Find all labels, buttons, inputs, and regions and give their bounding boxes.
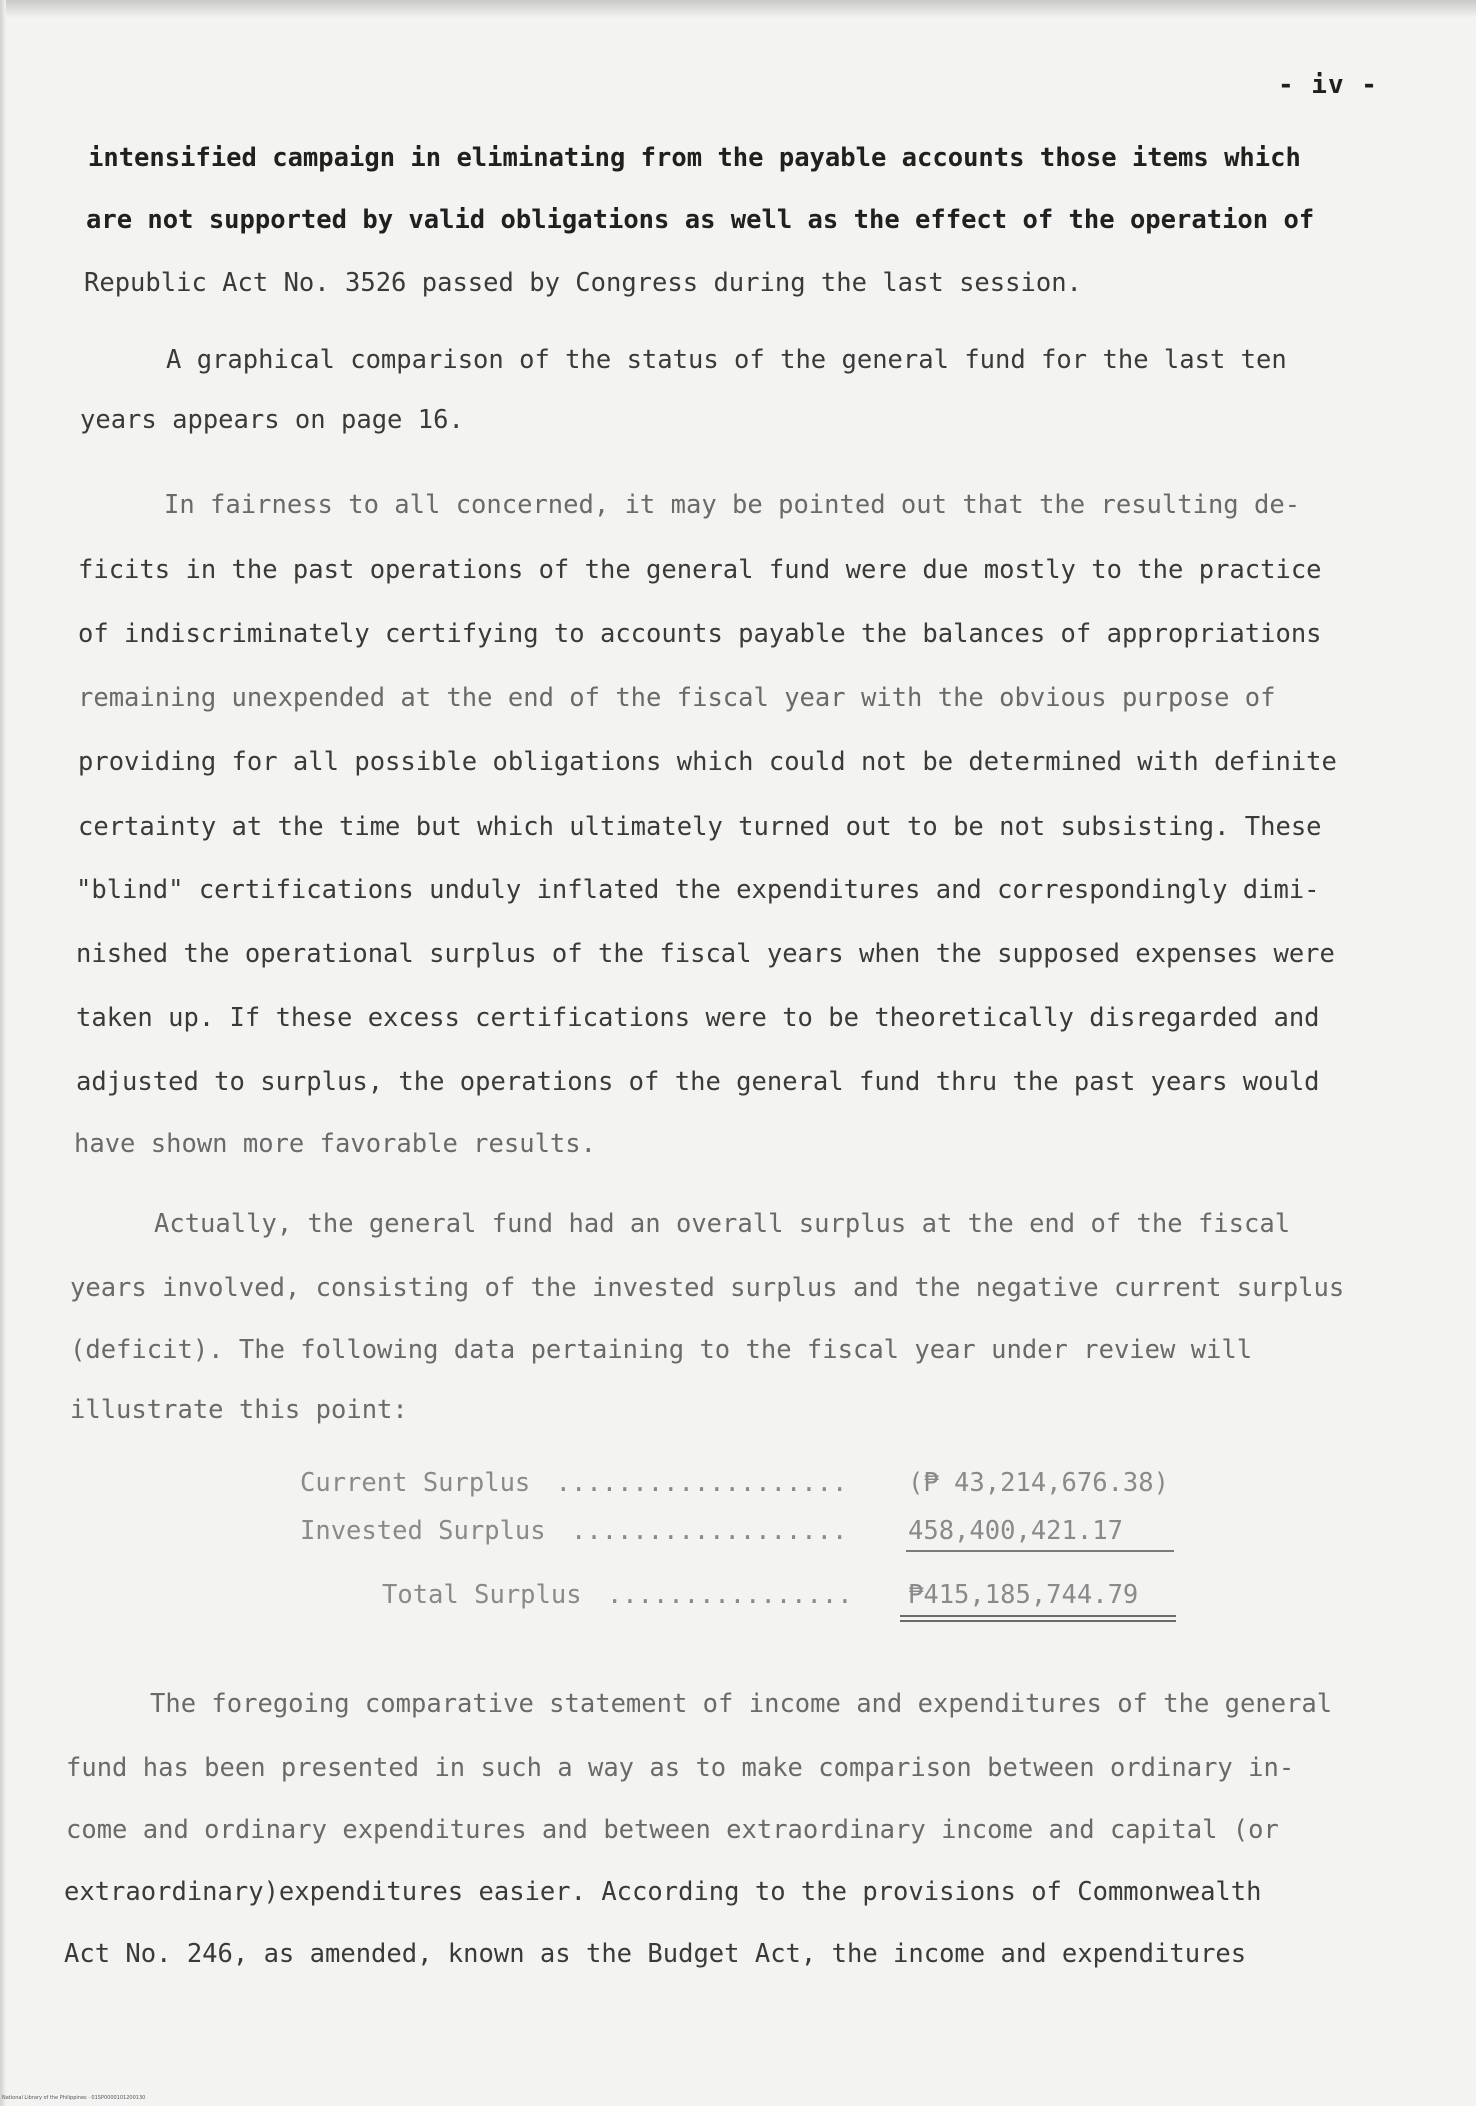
paragraph-4-line-1: Actually, the general fund had an overall surplus at the end of the fiscal: [154, 1209, 1291, 1239]
paragraph-3-line-9: taken up. If these excess certifications were to be theoretically disregarded and: [76, 1003, 1320, 1033]
leader-dots: ................: [606, 1580, 853, 1610]
paragraph-5-line-4: extraordinary)expenditures easier. According to the provisions of Commonwealth: [64, 1877, 1262, 1907]
row-label: Current Surplus: [300, 1468, 531, 1498]
paragraph-1-line-1: intensified campaign in eliminating from the payable accounts those items which: [88, 143, 1301, 173]
paragraph-1-line-2: are not supported by valid obligations as well as the effect of the operation of: [86, 205, 1315, 235]
paragraph-3-line-8: nished the operational surplus of the fiscal years when the supposed expenses were: [76, 939, 1335, 969]
paragraph-4-line-4: illustrate this point:: [70, 1395, 408, 1425]
surplus-row-current: [300, 1468, 1169, 1498]
row-label: Total Surplus: [382, 1580, 582, 1610]
row-label: Invested Surplus: [300, 1516, 546, 1546]
paragraph-4-line-2: years involved, consisting of the invested surplus and the negative current surplus: [70, 1273, 1345, 1303]
paragraph-3-line-5: providing for all possible obligations which could not be determined with definite: [78, 747, 1337, 777]
page-number: - iv -: [1278, 70, 1378, 100]
archive-footer-note: National Library of the Philippines · 01SP0000101200130: [2, 2095, 146, 2101]
paragraph-5-line-3: come and ordinary expenditures and between extraordinary income and capital (or: [66, 1815, 1279, 1845]
surplus-row-total: [382, 1580, 1139, 1610]
paragraph-5-line-1: The foregoing comparative statement of income and expenditures of the general: [150, 1689, 1333, 1719]
paragraph-3-line-11: have shown more favorable results.: [74, 1129, 596, 1159]
surplus-row-invested: [300, 1516, 1123, 1546]
row-value: ₱415,185,744.79: [908, 1580, 1139, 1610]
paragraph-1-line-3: Republic Act No. 3526 passed by Congress during the last session.: [84, 268, 1082, 298]
paragraph-3-line-1: In fairness to all concerned, it may be pointed out that the resulting de-: [164, 490, 1301, 520]
paragraph-3-line-3: of indiscriminately certifying to accounts payable the balances of appropriations: [78, 619, 1322, 649]
paragraph-3-line-6: certainty at the time but which ultimately turned out to be not subsisting. These: [78, 812, 1322, 842]
scan-edge-left: [0, 0, 6, 2106]
leader-dots: ...................: [555, 1468, 848, 1498]
paragraph-3-line-4: remaining unexpended at the end of the fiscal year with the obvious purpose of: [78, 683, 1276, 713]
total-surplus-double-underline: [900, 1615, 1176, 1622]
paragraph-3-line-7: "blind" certifications unduly inflated the expenditures and correspondingly dimi-: [76, 875, 1320, 905]
row-value: 458,400,421.17: [908, 1516, 1123, 1546]
invested-surplus-underline: [906, 1550, 1174, 1552]
scan-edge-top: [0, 0, 1476, 18]
paragraph-4-line-3: (deficit). The following data pertaining to the fiscal year under review will: [70, 1335, 1253, 1365]
paragraph-3-line-2: ficits in the past operations of the general fund were due mostly to the practice: [78, 555, 1322, 585]
paragraph-2-line-2: years appears on page 16.: [80, 405, 464, 435]
row-value: (₱ 43,214,676.38): [908, 1468, 1169, 1498]
leader-dots: ..................: [571, 1516, 848, 1546]
paragraph-5-line-5: Act No. 246, as amended, known as the Budget Act, the income and expenditures: [64, 1939, 1247, 1969]
paragraph-2-line-1: A graphical comparison of the status of the general fund for the last ten: [166, 345, 1287, 375]
paragraph-5-line-2: fund has been presented in such a way as to make comparison between ordinary in-: [66, 1753, 1295, 1783]
paragraph-3-line-10: adjusted to surplus, the operations of the general fund thru the past years would: [76, 1067, 1320, 1097]
